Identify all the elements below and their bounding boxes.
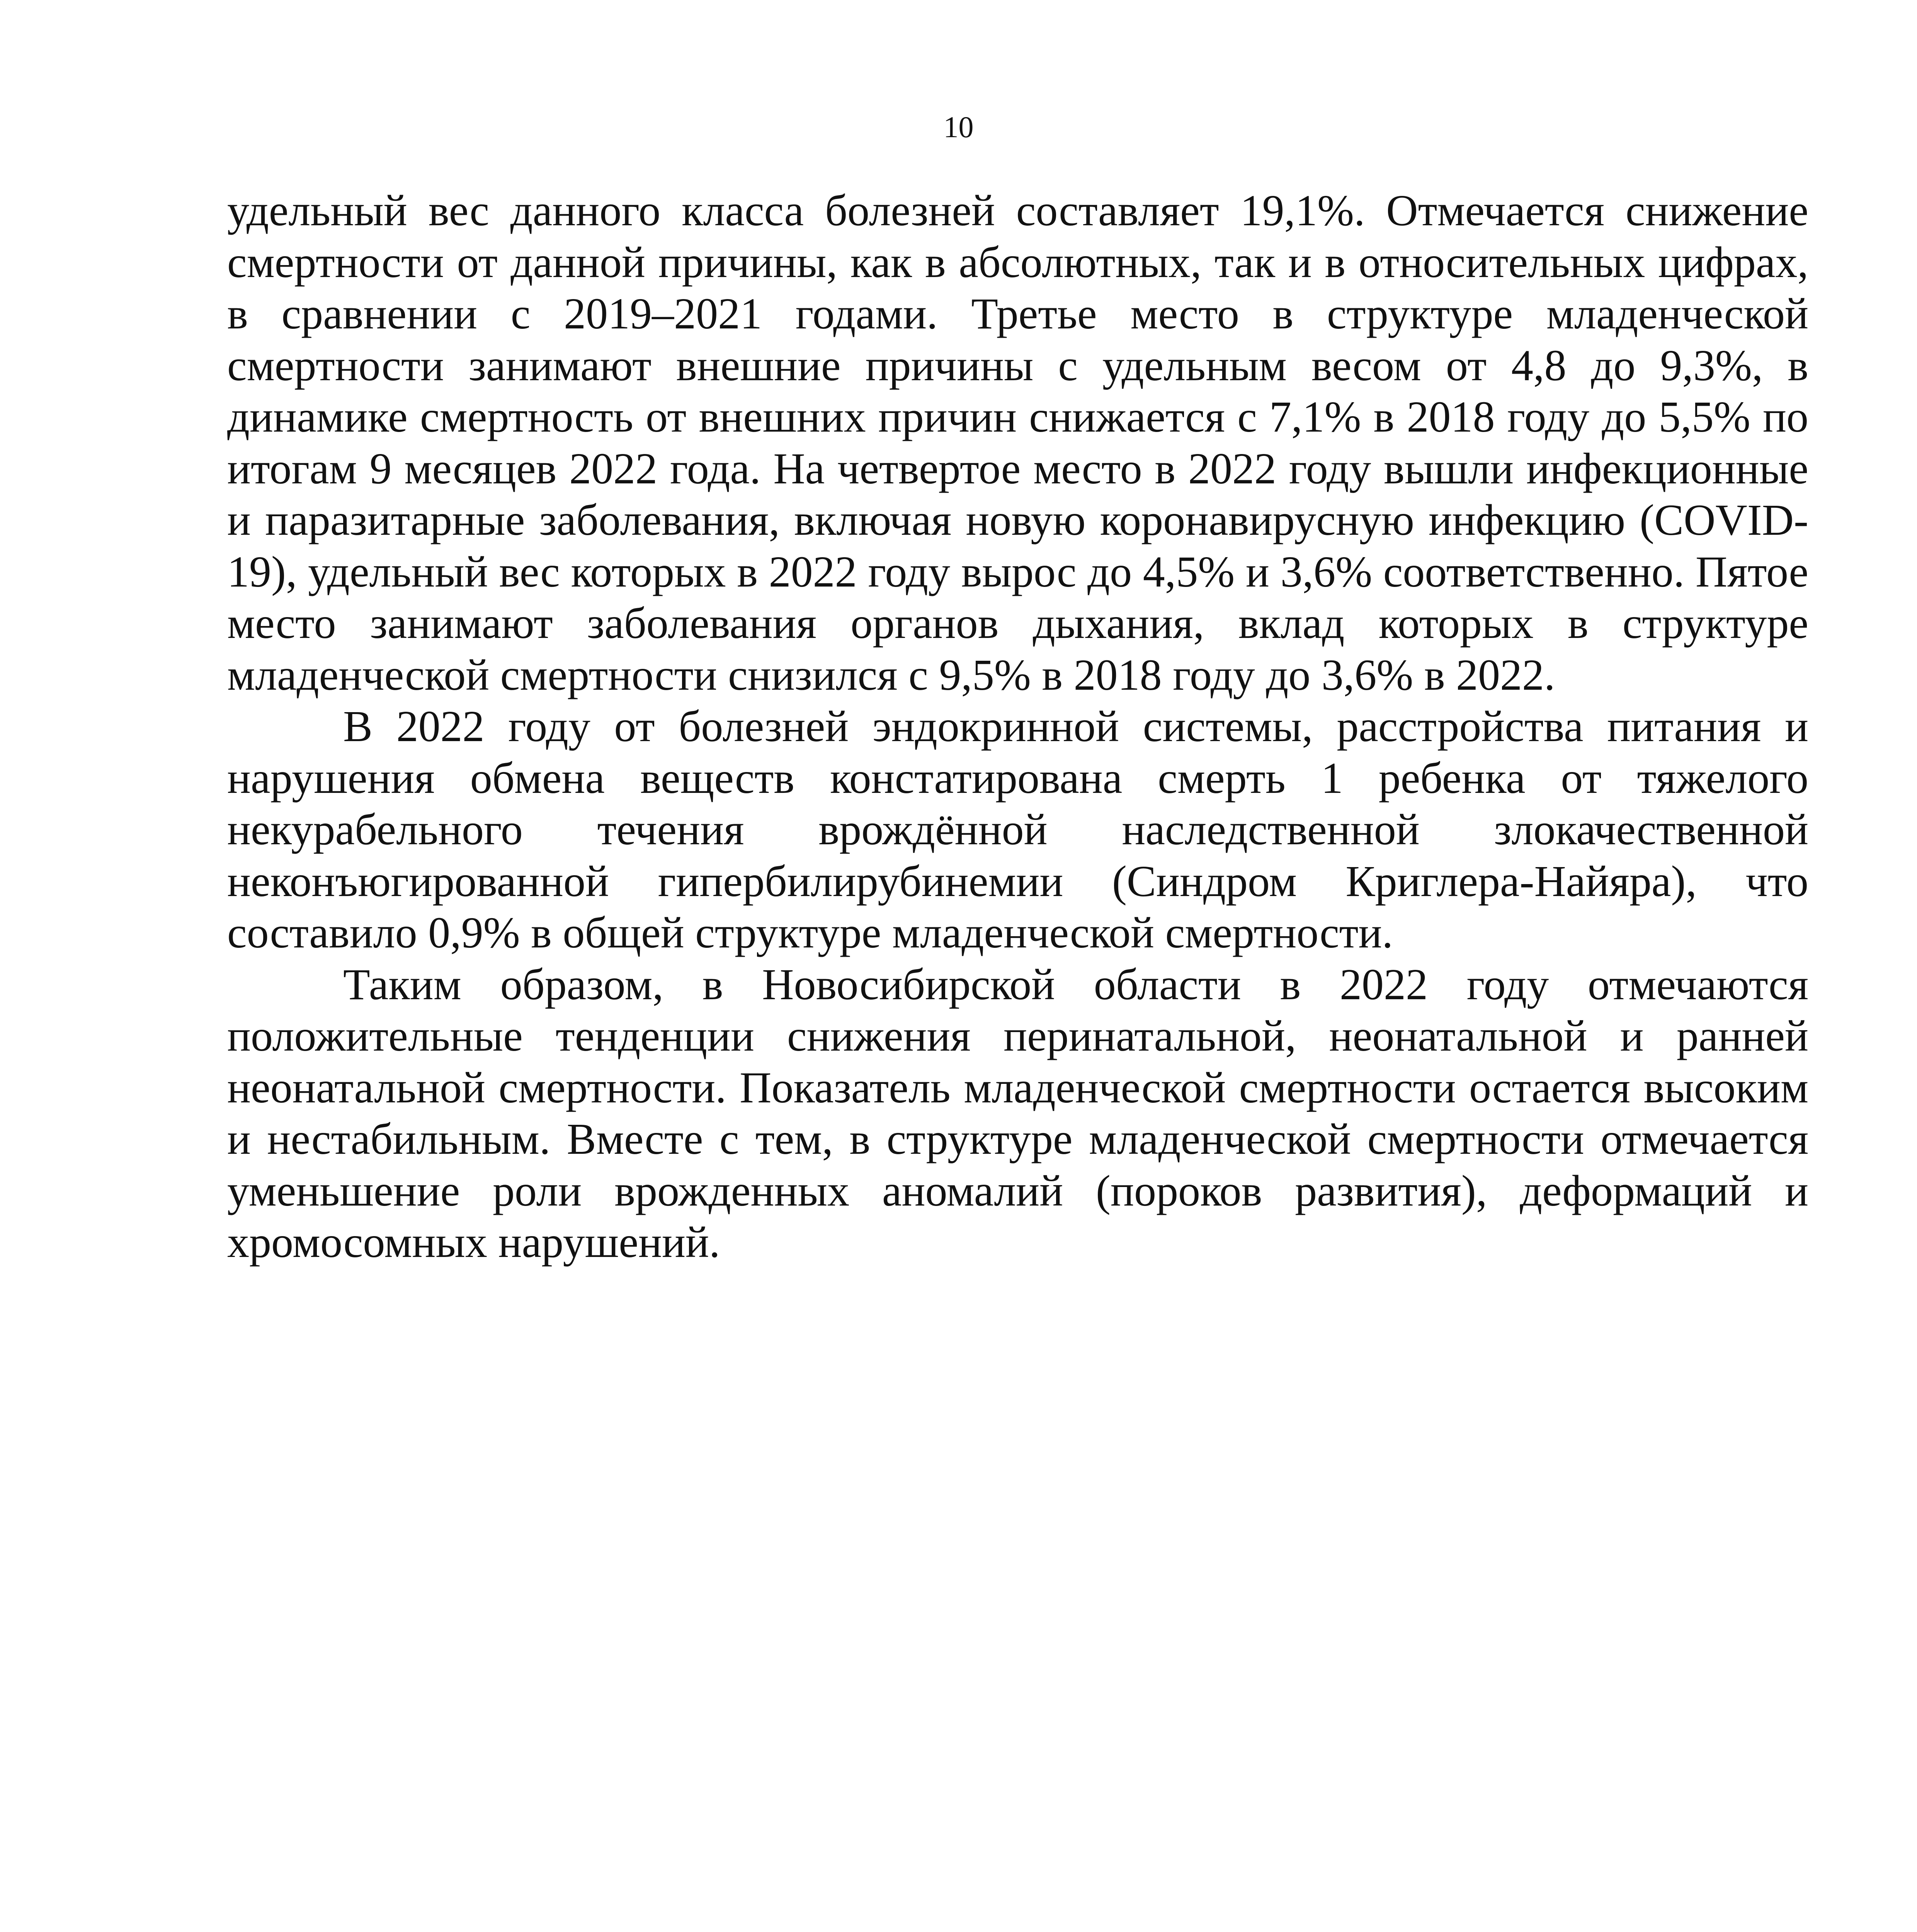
paragraph-endocrine: В 2022 году от болезней эндокринной системы, расстройства питания и нарушения обмена веществ констатирована смерть 1 ребенка от тяжелого некурабельного течения врождённой наследственной злокачественной неконъюгированной гипербилирубинемии (Синдром Криглера-Найяра), что составило 0,9% в общей структуре младенческой смертности. [227,702,1808,957]
paragraph-continuation: удельный вес данного класса болезней составляет 19,1%. Отмечается снижение смертности от данной причины, как в абсолютных, так и в относительных цифрах, в сравнении с 2019–2021 годами. Третье место в структуре младенческой смертности занимают внешние причины с удельным весом от 4,8 до 9,3%, в динамике смертность от внешних причин снижается с 7,1% в 2018 году до 5,5% по итогам 9 месяцев 2022 года. На четвертое место в 2022 году вышли инфекционные и паразитарные заболевания, включая новую коронавирусную инфекцию (COVID-19), удельный вес которых в 2022 году вырос до 4,5% и 3,6% соответственно. Пятое место занимают заболевания органов дыхания, вклад которых в структуре младенческой смертности снизился с 9,5% в 2018 году до 3,6% в 2022. [227,186,1808,699]
document-body [227,185,1808,1268]
page-number: 10 [943,110,974,144]
paragraph-conclusion: Таким образом, в Новосибирской области в 2022 году отмечаются положительные тенденции снижения перинатальной, неонатальной и ранней неонатальной смертности. Показатель младенческой смертности остается высоким и нестабильным. Вместе с тем, в структуре младенческой смертности отмечается уменьшение роли врожденных аномалий (пороков развития), деформаций и хромосомных нарушений. [227,959,1808,1267]
